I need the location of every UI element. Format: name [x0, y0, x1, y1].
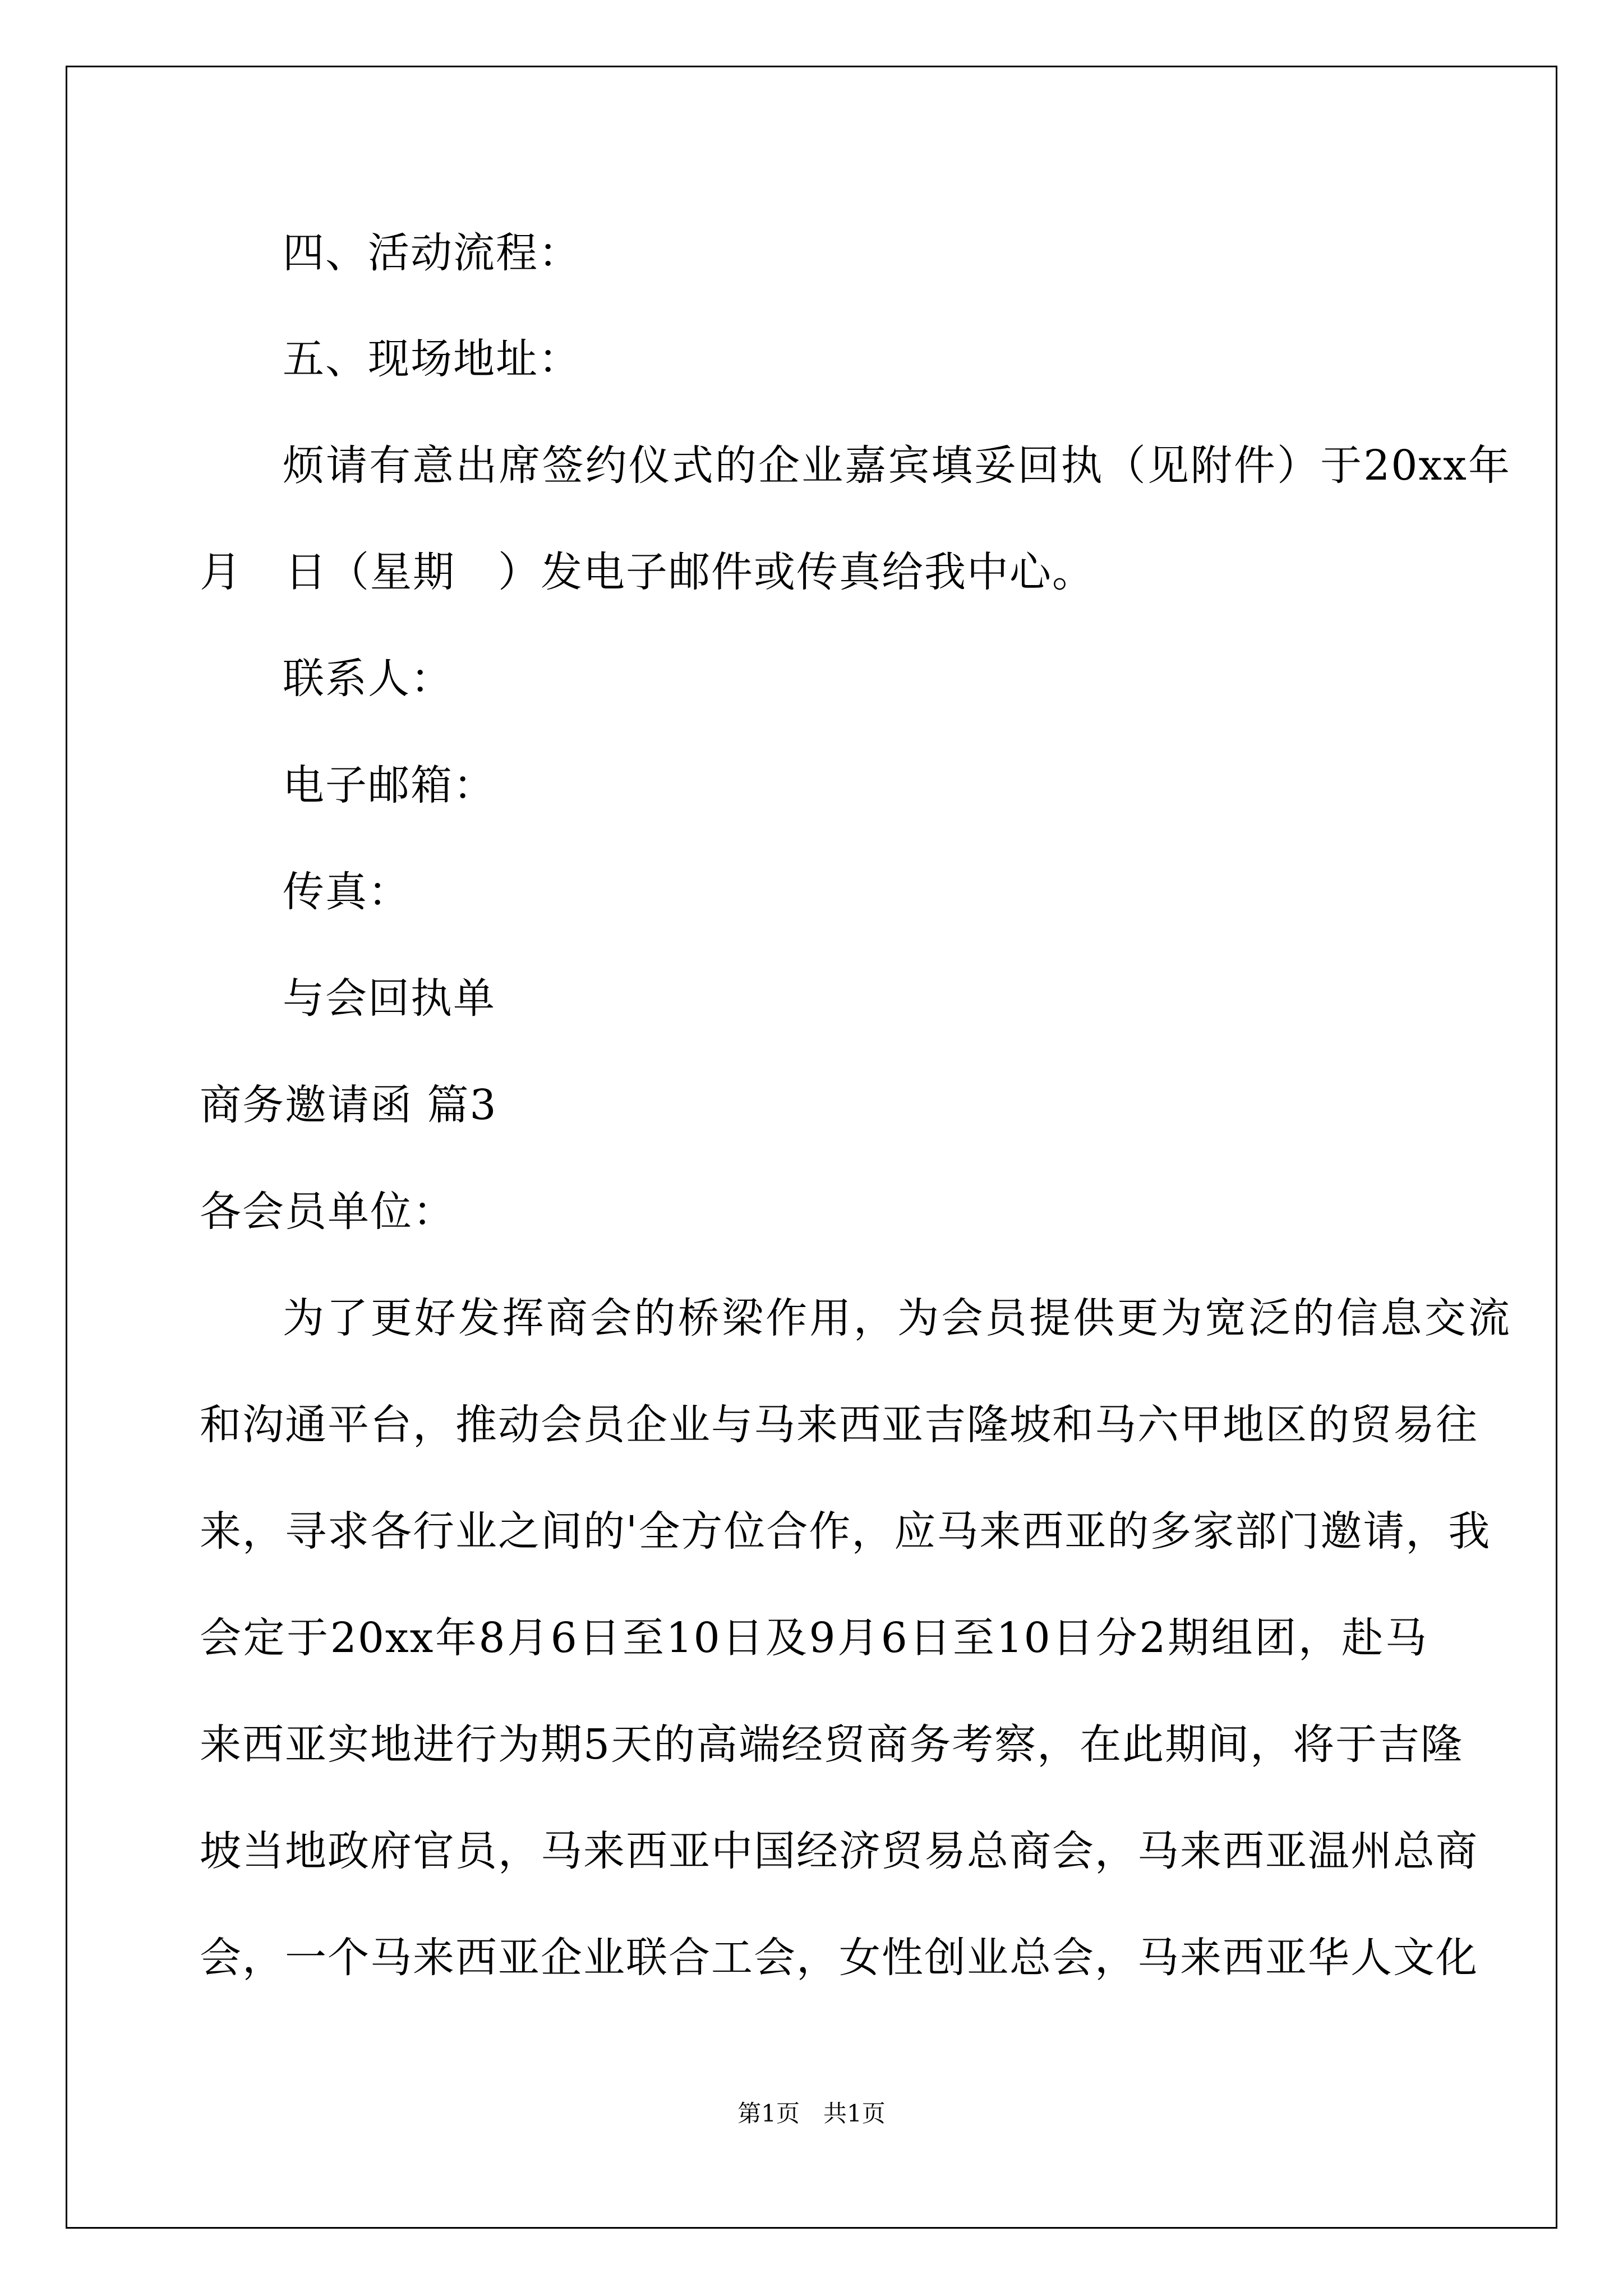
text-line: 坡当地政府官员，马来西亚中国经济贸易总商会，马来西亚温州总商: [200, 1827, 1478, 1875]
text-line: 为了更好发挥商会的桥梁作用，为会员提供更为宽泛的信息交流: [283, 1294, 1511, 1342]
text-line: 会定于20xx年8月6日至10日及9月6日至10日分2期组团，赴马: [200, 1614, 1428, 1662]
text-line: 与会回执单: [283, 974, 496, 1023]
text-line: 传真：: [283, 868, 411, 916]
page-footer: 第1页 共1页: [737, 2100, 886, 2127]
text-line: 来西亚实地进行为期5天的高端经贸商务考察，在此期间，将于吉隆: [200, 1720, 1464, 1769]
text-line: 五、现场地址：: [283, 335, 581, 383]
text-line: 月 日（星期 ）发电子邮件或传真给我中心。: [200, 548, 1095, 596]
text-line: 烦请有意出席签约仪式的企业嘉宾填妥回执（见附件）于20xx年: [283, 441, 1511, 490]
section-heading: 商务邀请函 篇3: [200, 1081, 497, 1129]
text-line: 和沟通平台，推动会员企业与马来西亚吉隆坡和马六甲地区的贸易往: [200, 1401, 1478, 1449]
salutation: 各会员单位：: [200, 1188, 455, 1236]
text-line: 来，寻求各行业之间的'全方位合作，应马来西亚的多家部门邀请，我: [200, 1507, 1491, 1556]
text-line: 电子邮箱：: [283, 761, 496, 809]
text-line: 联系人：: [283, 655, 453, 703]
text-line: 四、活动流程：: [283, 229, 581, 277]
text-line: 会，一个马来西亚企业联合工会，女性创业总会，马来西亚华人文化: [200, 1934, 1478, 1982]
page-frame: [66, 66, 1557, 2229]
